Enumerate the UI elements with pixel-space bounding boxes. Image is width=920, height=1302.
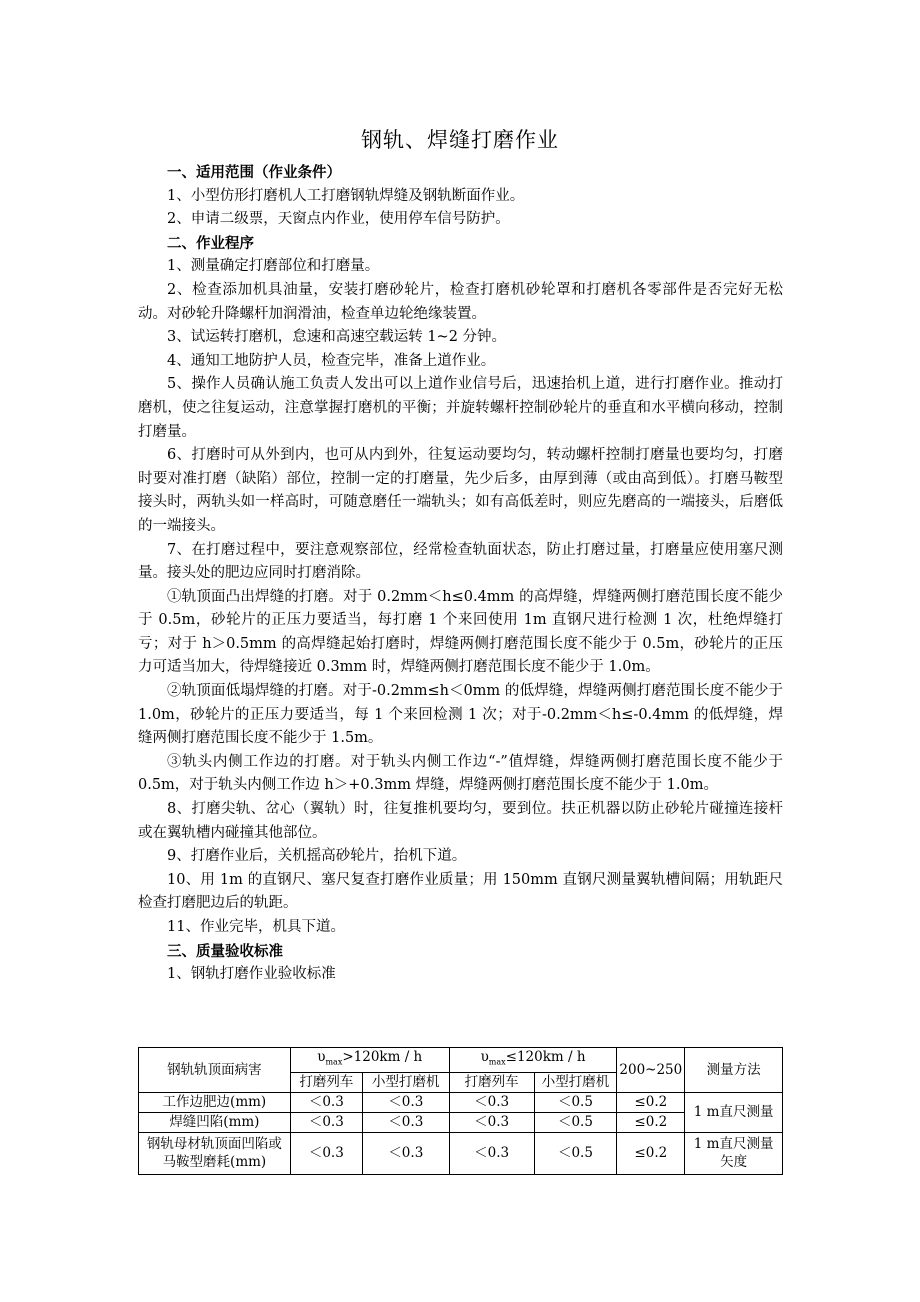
paragraph: 1、钢轨打磨作业验收标准	[167, 966, 336, 983]
subheader-grinding-train: 打磨列车	[449, 1072, 534, 1092]
table-cell: ≤0.2	[617, 1112, 685, 1132]
header-speed-low: $\upsilon_{max}\le 120km / h$	[449, 1048, 617, 1073]
table-cell: ＜0.5	[534, 1112, 617, 1132]
row-label: 钢轨母材轨顶面凹陷或马鞍型磨耗(mm)	[139, 1132, 291, 1174]
table-cell: ＜0.3	[290, 1132, 362, 1174]
header-defect: 钢轨轨顶面病害	[139, 1048, 291, 1093]
method-cell: 1 m直尺测量矢度	[685, 1132, 783, 1174]
table-row	[139, 1092, 783, 1112]
row-label: 焊缝凹陷(mm)	[139, 1112, 291, 1132]
paragraph: 8、打磨尖轨、岔心（翼轨）时，往复推机要均匀，要到位。扶正机器以防止砂轮片碰撞连接杆或在翼轨槽内碰撞其他部位。	[138, 801, 783, 841]
table-cell: ＜0.5	[534, 1132, 617, 1174]
subheader-small-grinder: 小型打磨机	[534, 1072, 617, 1092]
table-cell: ＜0.3	[449, 1092, 534, 1112]
paragraph: ③轨头内侧工作边的打磨。对于轨头内侧工作边“-”值焊缝，焊缝两侧打磨范围长度不能少于 0.5m，对于轨头内侧工作边 h＞+0.3mm 焊缝，焊缝两侧打磨范围长度不能少于 1.0m。	[138, 753, 783, 794]
paragraph: 6、打磨时可从外到内，也可从内到外，往复运动要均匀，转动螺杆控制打磨量也要均匀，打磨时要对准打磨（缺陷）部位，控制一定的打磨量，先少后多，由厚到薄（或由高到低）。打磨马鞍型接头时，两轨头如一样高时，可随意磨任一端轨头；如有高低差时，则应先磨高的一端接头，后磨低的一端接头。	[138, 447, 783, 534]
subheader-small-grinder: 小型打磨机	[362, 1072, 449, 1092]
section-heading: 二、作业程序	[167, 234, 254, 252]
paragraph: 1、小型仿形打磨机人工打磨钢轨焊缝及钢轨断面作业。	[167, 187, 525, 204]
document-body	[138, 161, 783, 987]
section-heading: 三、质量验收标准	[167, 942, 283, 960]
paragraph: 7、在打磨过程中，要注意观察部位，经常检查轨面状态，防止打磨过量，打磨量应使用塞尺测量。接头处的肥边应同时打磨消除。	[138, 541, 783, 582]
paragraph: 4、通知工地防护人员，检查完毕，准备上道作业。	[167, 352, 496, 369]
row-label: 工作边肥边(mm)	[139, 1092, 291, 1112]
paragraph: ②轨顶面低塌焊缝的打磨。对于-0.2mm≤h＜0mm 的低焊缝，焊缝两侧打磨范围长度不能少于 1.0m，砂轮片的正压力要适当，每 1 个来回检测 1 次；对于-0.2mm＜h≤-0.4mm 的低焊缝，焊缝两侧打磨范围长度不能少于 1.5m。	[138, 683, 783, 747]
table-cell: ＜0.3	[449, 1112, 534, 1132]
table-cell: ＜0.5	[534, 1092, 617, 1112]
subheader-grinding-train: 打磨列车	[290, 1072, 362, 1092]
paragraph: 2、检查添加机具油量，安装打磨砂轮片，检查打磨机砂轮罩和打磨机各零部件是否完好无松动。对砂轮升降螺杆加润滑油，检查单边轮绝缘装置。	[138, 281, 783, 322]
header-200-250: 200~250	[617, 1048, 685, 1093]
paragraph: 1、测量确定打磨部位和打磨量。	[167, 258, 380, 275]
table-row	[139, 1132, 783, 1174]
paragraph: 9、打磨作业后，关机摇高砂轮片，抬机下道。	[167, 848, 467, 865]
table-cell: ＜0.3	[362, 1112, 449, 1132]
paragraph: 5、操作人员确认施工负责人发出可以上道作业信号后，迅速抬机上道，进行打磨作业。推动打磨机，使之往复运动，注意掌握打磨机的平衡；并旋转螺杆控制砂轮片的垂直和水平横向移动，控制打磨量。	[138, 376, 783, 440]
acceptance-standard-table	[138, 1047, 783, 1175]
table-cell: ＜0.3	[290, 1112, 362, 1132]
table-cell: ＜0.3	[362, 1092, 449, 1112]
paragraph: 10、用 1m 的直钢尺、塞尺复查打磨作业质量；用 150mm 直钢尺测量翼轨槽间隔；用轨距尺检查打磨肥边后的轨距。	[138, 871, 783, 912]
paragraph: 2、申请二级票，天窗点内作业，使用停车信号防护。	[167, 211, 510, 228]
table-cell: ＜0.3	[449, 1132, 534, 1174]
table-cell: ≤0.2	[617, 1132, 685, 1174]
header-method: 测量方法	[685, 1048, 783, 1093]
table-cell: ＜0.3	[362, 1132, 449, 1174]
table-cell: ≤0.2	[617, 1092, 685, 1112]
method-cell: 1 m直尺测量	[685, 1092, 783, 1132]
table-cell: ＜0.3	[290, 1092, 362, 1112]
header-speed-high: $\upsilon_{max}>120km / h$	[290, 1048, 449, 1073]
section-heading: 一、适用范围（作业条件）	[167, 164, 341, 181]
paragraph: ①轨顶面凸出焊缝的打磨。对于 0.2mm＜h≤0.4mm 的高焊缝，焊缝两侧打磨范围长度不能少于 0.5m，砂轮片的正压力要适当，每打磨 1 个来回使用 1m 直钢尺进行检测 1 次，杜绝焊缝打亏；对于 h＞0.5mm 的高焊缝起始打磨时，焊缝两侧打磨范围长度不能少于 0.5m，砂轮片的正压力可适当加大，待焊缝接近 0.3mm 时，焊缝两侧打磨范围长度不能少于 1.0m。	[138, 588, 783, 676]
page-title: 钢轨、焊缝打磨作业	[361, 128, 559, 152]
paragraph: 11、作业完毕，机具下道。	[167, 919, 345, 935]
paragraph: 3、试运转打磨机，怠速和高速空载运转 1~2 分钟。	[167, 329, 507, 346]
